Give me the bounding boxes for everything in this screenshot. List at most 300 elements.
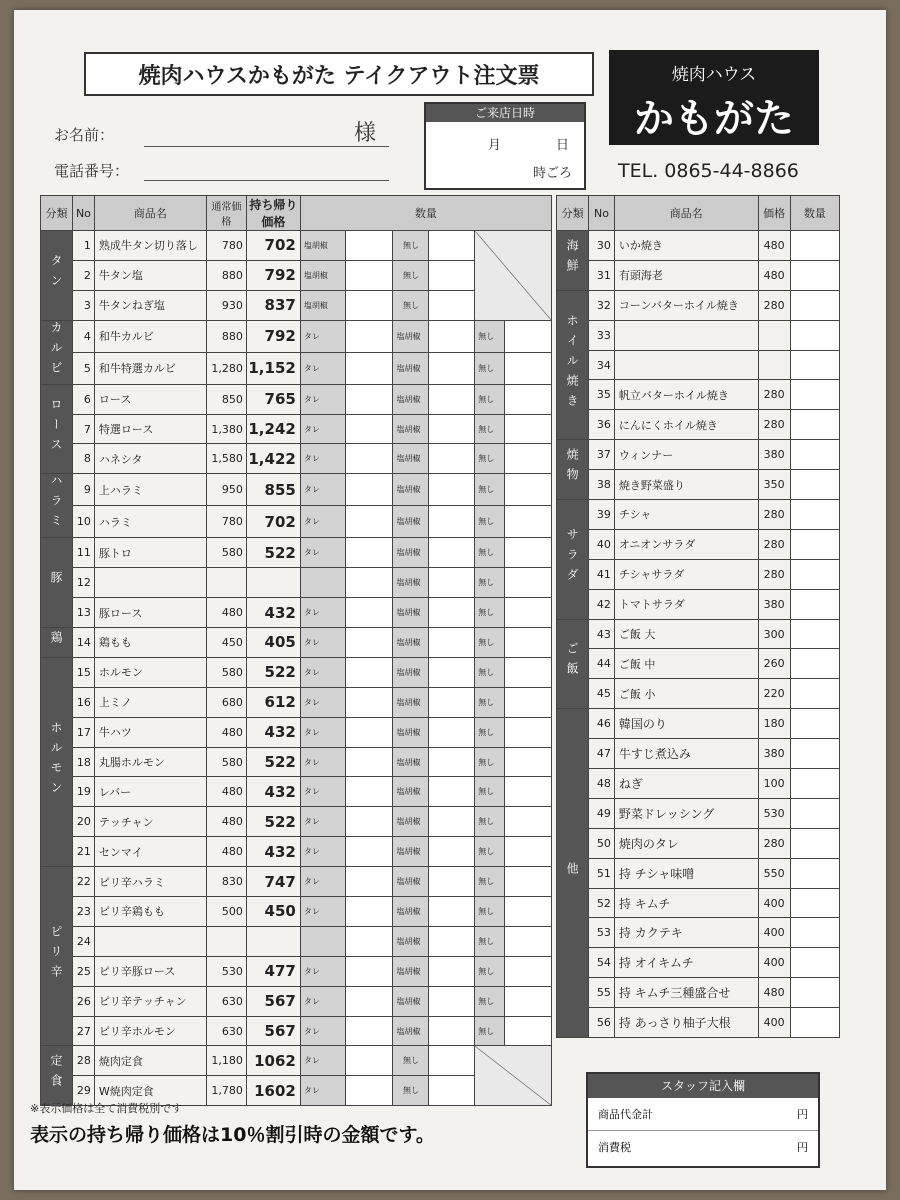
table-row: [41, 506, 552, 538]
item-no: 38: [589, 470, 615, 500]
item-name: ロース: [94, 384, 206, 414]
item-name: テッチャン: [94, 807, 206, 837]
category-cell: [41, 384, 73, 474]
tax-label: 消費税: [598, 1141, 631, 1154]
qty-salt-input[interactable]: [429, 807, 475, 837]
qty-input[interactable]: [790, 440, 839, 470]
table-row: [41, 352, 552, 384]
takeout-price: 855: [246, 474, 300, 506]
price: 280: [758, 410, 790, 440]
qty-tare-input[interactable]: [345, 897, 393, 927]
tax-row[interactable]: [588, 1131, 818, 1163]
subtotal-yen: 円: [797, 1108, 808, 1121]
qty-none-input[interactable]: [505, 598, 552, 628]
item-name: 焼肉のタレ: [614, 828, 758, 858]
normal-price: 1,780: [206, 1076, 246, 1106]
option-tare: タレ: [300, 867, 345, 897]
price: 220: [758, 679, 790, 709]
normal-price: 930: [206, 290, 246, 320]
option-tare: タレ: [300, 384, 345, 414]
qty-input[interactable]: [790, 918, 839, 948]
item-name: 牛すじ煮込み: [614, 739, 758, 769]
normal-price: 780: [206, 506, 246, 538]
qty-tare-input[interactable]: [345, 956, 393, 986]
takeout-price: 432: [246, 777, 300, 807]
item-no: 14: [72, 628, 94, 658]
table-row: [41, 231, 552, 261]
category-cell: [41, 474, 73, 538]
normal-price: 1,380: [206, 414, 246, 444]
takeout-price: 702: [246, 231, 300, 261]
takeout-price: 702: [246, 506, 300, 538]
col-name: 商品名: [94, 196, 206, 231]
qty-salt-input[interactable]: [429, 1016, 475, 1046]
qty-salt-input[interactable]: [429, 956, 475, 986]
item-name: オニオンサラダ: [614, 529, 758, 559]
item-name: 焼き野菜盛り: [614, 470, 758, 500]
table-row: [41, 320, 552, 352]
item-name: ねぎ: [614, 769, 758, 799]
qty-none-input[interactable]: [505, 687, 552, 717]
qty-none-input[interactable]: [505, 807, 552, 837]
unavailable-cell: [475, 231, 552, 321]
table-row: [557, 290, 840, 320]
option-salt-pepper: 塩胡椒: [300, 231, 345, 261]
qty-tare-input[interactable]: [345, 352, 393, 384]
qty-none-input[interactable]: [505, 986, 552, 1016]
qty-salt-input[interactable]: [429, 414, 475, 444]
item-name: チシャサラダ: [614, 559, 758, 589]
table-row: [41, 747, 552, 777]
qty-salt-input[interactable]: [429, 897, 475, 927]
qty-tare-input[interactable]: [345, 687, 393, 717]
order-sheet: [14, 10, 886, 1190]
option-salt-pepper: 塩胡椒: [393, 628, 429, 658]
qty-input[interactable]: [790, 290, 839, 320]
normal-price: 680: [206, 687, 246, 717]
table-row: [557, 798, 840, 828]
item-name: ピリ辛テッチャン: [94, 986, 206, 1016]
qty-input[interactable]: [790, 500, 839, 530]
category-label: ご飯: [565, 642, 580, 683]
qty-input[interactable]: [790, 529, 839, 559]
takeout-price: 792: [246, 320, 300, 352]
category-label: 他: [565, 861, 580, 882]
name-field[interactable]: [144, 146, 389, 147]
qty-none-input[interactable]: [429, 1076, 475, 1106]
store-tel: TEL. 0865-44-8866: [618, 160, 799, 182]
item-no: 7: [72, 414, 94, 444]
item-name: ピリ辛豚ロース: [94, 956, 206, 986]
qty-tare-input[interactable]: [345, 538, 393, 568]
qty-none-input[interactable]: [505, 538, 552, 568]
qty-input[interactable]: [790, 589, 839, 619]
item-name: W焼肉定食: [94, 1076, 206, 1106]
option-tare: タレ: [300, 1016, 345, 1046]
normal-price: 950: [206, 474, 246, 506]
qty-salt-input[interactable]: [429, 628, 475, 658]
normal-price: 580: [206, 538, 246, 568]
price: 280: [758, 828, 790, 858]
price: 180: [758, 709, 790, 739]
item-name: 和牛特選カルビ: [94, 352, 206, 384]
qty-input[interactable]: [345, 260, 393, 290]
table-row: [41, 538, 552, 568]
phone-field[interactable]: [144, 180, 389, 181]
option-tare: タレ: [300, 1046, 345, 1076]
category-cell: [41, 231, 73, 321]
qty-salt-input[interactable]: [429, 352, 475, 384]
qty-none-input[interactable]: [505, 414, 552, 444]
col-takeout-price: 持ち帰り価格: [246, 196, 300, 231]
normal-price: 1,580: [206, 444, 246, 474]
qty-tare-input[interactable]: [345, 926, 393, 956]
item-no: 26: [72, 986, 94, 1016]
qty-input[interactable]: [345, 1046, 393, 1076]
takeout-price: 792: [246, 260, 300, 290]
item-no: 9: [72, 474, 94, 506]
price: 280: [758, 290, 790, 320]
category-cell: [41, 657, 73, 866]
table-row: [41, 657, 552, 687]
qty-none-input[interactable]: [505, 657, 552, 687]
takeout-price: 522: [246, 807, 300, 837]
option-tare: タレ: [300, 352, 345, 384]
option-none: 無し: [475, 474, 505, 506]
qty-salt-input[interactable]: [429, 568, 475, 598]
item-name: 韓国のり: [614, 709, 758, 739]
item-no: 51: [589, 858, 615, 888]
side-order-table: [556, 195, 840, 1038]
qty-salt-input[interactable]: [429, 837, 475, 867]
visit-time-label: 時ごろ: [532, 166, 572, 181]
qty-tare-input[interactable]: [345, 807, 393, 837]
item-no: 33: [589, 320, 615, 350]
col-no: No: [589, 196, 615, 231]
qty-input[interactable]: [790, 649, 839, 679]
price: 400: [758, 948, 790, 978]
meat-order-table: [40, 195, 552, 1106]
price: [758, 320, 790, 350]
col-category: 分類: [557, 196, 589, 231]
qty-none-input[interactable]: [505, 384, 552, 414]
category-cell: [41, 1046, 73, 1106]
price: 280: [758, 380, 790, 410]
item-no: 35: [589, 380, 615, 410]
option-none: 無し: [475, 538, 505, 568]
option-salt-pepper: 塩胡椒: [393, 320, 429, 352]
qty-none-input[interactable]: [505, 956, 552, 986]
qty-none-input[interactable]: [505, 897, 552, 927]
option-tare: タレ: [300, 628, 345, 658]
option-none: 無し: [393, 290, 429, 320]
qty-salt-input[interactable]: [429, 777, 475, 807]
qty-tare-input[interactable]: [345, 384, 393, 414]
option-tare: タレ: [300, 777, 345, 807]
item-no: 39: [589, 500, 615, 530]
category-cell: [557, 709, 589, 1038]
normal-price: 480: [206, 598, 246, 628]
takeout-price: 1062: [246, 1046, 300, 1076]
qty-tare-input[interactable]: [345, 414, 393, 444]
takeout-price: 837: [246, 290, 300, 320]
qty-input[interactable]: [790, 709, 839, 739]
option-salt-pepper: 塩胡椒: [393, 837, 429, 867]
qty-tare-input[interactable]: [345, 747, 393, 777]
option-none: 無し: [393, 260, 429, 290]
option-salt-pepper: 塩胡椒: [393, 956, 429, 986]
item-no: 31: [589, 260, 615, 290]
qty-tare-input[interactable]: [345, 598, 393, 628]
qty-input[interactable]: [790, 858, 839, 888]
qty-none-input[interactable]: [505, 1016, 552, 1046]
qty-input[interactable]: [345, 1076, 393, 1106]
qty-none-input[interactable]: [429, 290, 475, 320]
table-row: [41, 1016, 552, 1046]
qty-input[interactable]: [790, 260, 839, 290]
item-name: トマトサラダ: [614, 589, 758, 619]
category-label: 鶏: [48, 630, 63, 651]
qty-salt-input[interactable]: [429, 926, 475, 956]
qty-tare-input[interactable]: [345, 657, 393, 687]
qty-tare-input[interactable]: [345, 320, 393, 352]
table-row: [41, 867, 552, 897]
table-row: [557, 918, 840, 948]
col-name: 商品名: [614, 196, 758, 231]
price: 400: [758, 918, 790, 948]
qty-none-input[interactable]: [505, 474, 552, 506]
price: 280: [758, 500, 790, 530]
qty-salt-input[interactable]: [429, 986, 475, 1016]
qty-salt-input[interactable]: [429, 384, 475, 414]
normal-price: 580: [206, 747, 246, 777]
qty-input[interactable]: [790, 470, 839, 500]
table-row: [557, 649, 840, 679]
item-name: ご飯 中: [614, 649, 758, 679]
qty-tare-input[interactable]: [345, 1016, 393, 1046]
qty-input[interactable]: [790, 1008, 839, 1038]
option-tare: タレ: [300, 717, 345, 747]
qty-salt-input[interactable]: [429, 320, 475, 352]
qty-input[interactable]: [790, 978, 839, 1008]
table-row: [41, 598, 552, 628]
item-name: 牛ハツ: [94, 717, 206, 747]
option-none: 無し: [475, 717, 505, 747]
item-no: 2: [72, 260, 94, 290]
qty-salt-input[interactable]: [429, 717, 475, 747]
category-label: ロース: [48, 397, 63, 458]
item-no: 15: [72, 657, 94, 687]
item-no: 53: [589, 918, 615, 948]
normal-price: 480: [206, 837, 246, 867]
qty-salt-input[interactable]: [429, 687, 475, 717]
qty-none-input[interactable]: [429, 1046, 475, 1076]
visit-datetime-box[interactable]: [424, 102, 586, 190]
qty-none-input[interactable]: [505, 777, 552, 807]
qty-salt-input[interactable]: [429, 538, 475, 568]
option-salt-pepper: 塩胡椒: [393, 384, 429, 414]
qty-input[interactable]: [790, 888, 839, 918]
item-name: ご飯 大: [614, 619, 758, 649]
takeout-price: 1,242: [246, 414, 300, 444]
qty-none-input[interactable]: [505, 867, 552, 897]
item-no: 34: [589, 350, 615, 380]
normal-price: 850: [206, 384, 246, 414]
qty-salt-input[interactable]: [429, 444, 475, 474]
qty-salt-input[interactable]: [429, 747, 475, 777]
option-none: 無し: [475, 777, 505, 807]
qty-tare-input[interactable]: [345, 568, 393, 598]
qty-tare-input[interactable]: [345, 867, 393, 897]
item-no: 52: [589, 888, 615, 918]
qty-none-input[interactable]: [505, 717, 552, 747]
item-no: 22: [72, 867, 94, 897]
col-price: 価格: [758, 196, 790, 231]
category-label: ハラミ: [48, 474, 63, 535]
item-name: センマイ: [94, 837, 206, 867]
qty-input[interactable]: [790, 559, 839, 589]
qty-tare-input[interactable]: [345, 717, 393, 747]
category-cell: [41, 867, 73, 1046]
price: 480: [758, 978, 790, 1008]
item-name: コーンバターホイル焼き: [614, 290, 758, 320]
item-no: 10: [72, 506, 94, 538]
takeout-price: 567: [246, 986, 300, 1016]
category-label: 海鮮: [565, 238, 580, 279]
qty-tare-input[interactable]: [345, 444, 393, 474]
item-name: [614, 350, 758, 380]
table-row: [557, 380, 840, 410]
qty-salt-input[interactable]: [429, 867, 475, 897]
qty-input[interactable]: [345, 231, 393, 261]
item-name: 焼肉定食: [94, 1046, 206, 1076]
qty-input[interactable]: [790, 739, 839, 769]
item-name: レバー: [94, 777, 206, 807]
table-row: [41, 687, 552, 717]
price: 350: [758, 470, 790, 500]
option-tare: タレ: [300, 598, 345, 628]
qty-tare-input[interactable]: [345, 506, 393, 538]
option-tare: タレ: [300, 444, 345, 474]
option-none: 無し: [475, 598, 505, 628]
item-no: 13: [72, 598, 94, 628]
option-none: 無し: [475, 747, 505, 777]
item-no: 3: [72, 290, 94, 320]
table-row: [557, 500, 840, 530]
category-label: タン: [48, 253, 63, 294]
col-no: No: [72, 196, 94, 231]
qty-none-input[interactable]: [505, 352, 552, 384]
qty-input[interactable]: [790, 679, 839, 709]
option-salt-pepper: 塩胡椒: [393, 897, 429, 927]
item-name: ウィンナー: [614, 440, 758, 470]
price: 100: [758, 769, 790, 799]
qty-input[interactable]: [790, 769, 839, 799]
qty-input[interactable]: [790, 619, 839, 649]
qty-input[interactable]: [790, 948, 839, 978]
table-row: [557, 470, 840, 500]
item-no: 50: [589, 828, 615, 858]
normal-price: 480: [206, 807, 246, 837]
table-row: [557, 948, 840, 978]
qty-input[interactable]: [790, 320, 839, 350]
logo-small-text: 焼肉ハウス: [671, 65, 757, 85]
staff-header: スタッフ記入欄: [588, 1074, 818, 1098]
takeout-price: 522: [246, 747, 300, 777]
table-row: [41, 628, 552, 658]
qty-tare-input[interactable]: [345, 628, 393, 658]
table-row: [557, 589, 840, 619]
qty-input[interactable]: [790, 828, 839, 858]
table-row: [41, 568, 552, 598]
item-name: 持 キムチ三種盛合せ: [614, 978, 758, 1008]
option-none: 無し: [475, 657, 505, 687]
normal-price: 530: [206, 956, 246, 986]
table-row: [557, 529, 840, 559]
category-cell: [557, 500, 589, 620]
qty-input[interactable]: [790, 380, 839, 410]
qty-input[interactable]: [345, 290, 393, 320]
qty-none-input[interactable]: [505, 320, 552, 352]
category-cell: [557, 619, 589, 709]
item-name: ご飯 小: [614, 679, 758, 709]
qty-input[interactable]: [790, 350, 839, 380]
qty-salt-input[interactable]: [429, 657, 475, 687]
option-none: 無し: [475, 807, 505, 837]
qty-none-input[interactable]: [505, 628, 552, 658]
qty-salt-input[interactable]: [429, 474, 475, 506]
item-name: ピリ辛ハラミ: [94, 867, 206, 897]
table-row: [557, 709, 840, 739]
table-row: [41, 1046, 552, 1076]
normal-price: 450: [206, 628, 246, 658]
table-row: [41, 474, 552, 506]
item-no: 4: [72, 320, 94, 352]
qty-input[interactable]: [790, 798, 839, 828]
option-none: 無し: [475, 687, 505, 717]
qty-input[interactable]: [790, 231, 839, 261]
qty-input[interactable]: [790, 410, 839, 440]
qty-tare-input[interactable]: [345, 474, 393, 506]
normal-price: 1,180: [206, 1046, 246, 1076]
qty-none-input[interactable]: [505, 568, 552, 598]
qty-salt-input[interactable]: [429, 598, 475, 628]
item-no: 25: [72, 956, 94, 986]
qty-none-input[interactable]: [505, 506, 552, 538]
qty-none-input[interactable]: [505, 837, 552, 867]
qty-tare-input[interactable]: [345, 837, 393, 867]
qty-none-input[interactable]: [505, 926, 552, 956]
table-row: [41, 956, 552, 986]
qty-tare-input[interactable]: [345, 777, 393, 807]
table-row: [557, 1008, 840, 1038]
qty-salt-input[interactable]: [429, 506, 475, 538]
qty-none-input[interactable]: [429, 231, 475, 261]
qty-none-input[interactable]: [429, 260, 475, 290]
category-label: ピリ辛: [48, 924, 63, 985]
qty-tare-input[interactable]: [345, 986, 393, 1016]
takeout-price: 432: [246, 717, 300, 747]
item-no: 27: [72, 1016, 94, 1046]
subtotal-row[interactable]: [588, 1098, 818, 1131]
item-name: チシャ: [614, 500, 758, 530]
item-no: 6: [72, 384, 94, 414]
qty-none-input[interactable]: [505, 747, 552, 777]
price: 480: [758, 231, 790, 261]
col-quantity: 数量: [300, 196, 551, 231]
qty-none-input[interactable]: [505, 444, 552, 474]
option-salt-pepper: 塩胡椒: [300, 290, 345, 320]
